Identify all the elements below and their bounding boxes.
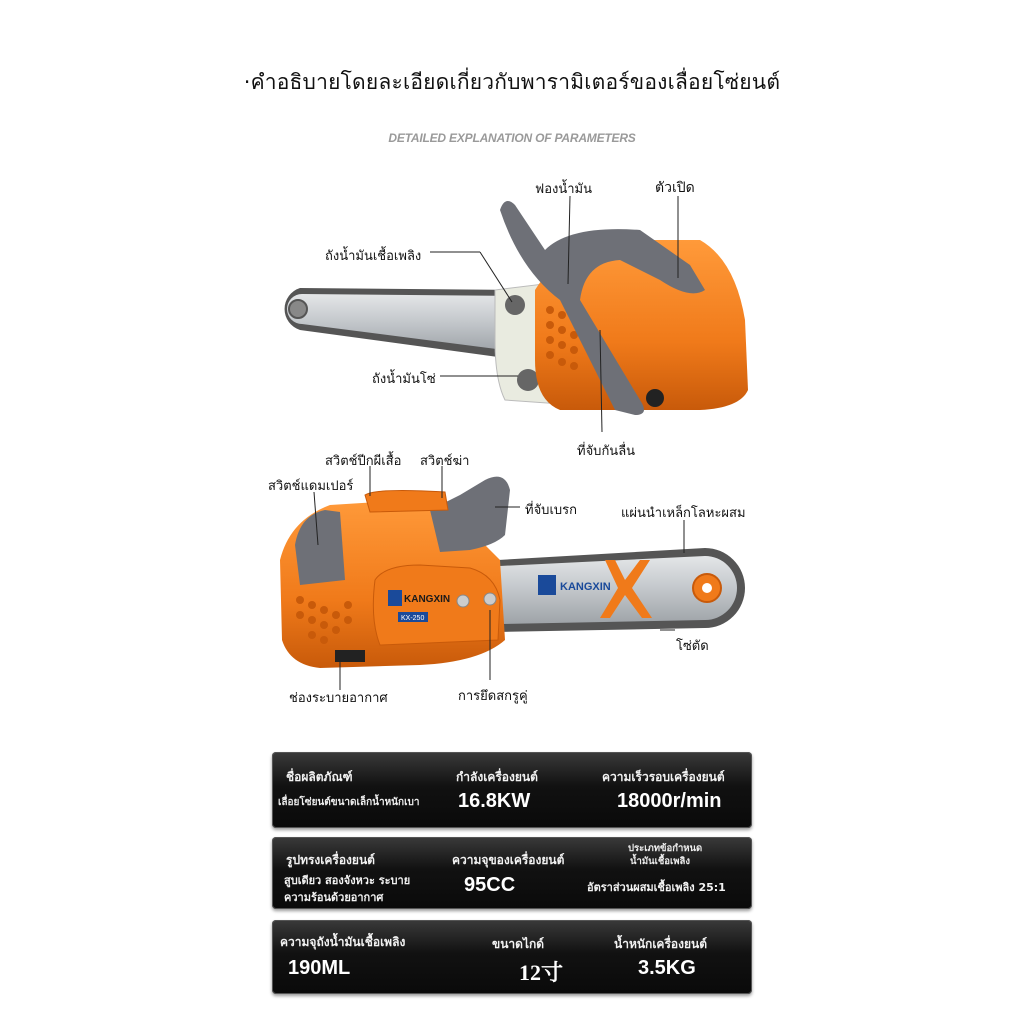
spec-panel-1 <box>272 752 752 828</box>
engine-weight-label: น้ำหนักเครื่องยนต์ <box>614 937 707 951</box>
callout-fuel-tank: ถังน้ำมันเชื้อเพลิง <box>325 249 422 264</box>
product-name-label: ชื่อผลิตภัณฑ์ <box>286 770 353 784</box>
product-name-value: เลื่อยโซ่ยนต์ขนาดเล็กน้ำหนักเบา <box>278 797 420 808</box>
callout-air-vent: ช่องระบายอากาศ <box>289 691 388 706</box>
bar-brand-badge <box>538 575 556 595</box>
top-handle-end <box>646 389 664 407</box>
callout-alloy-plate: แผ่นนำเหล็กโลหะผสม <box>621 506 746 521</box>
callout-anti-slip-handle: ที่จับกันลื่น <box>577 444 636 459</box>
fuel-type-value: อัตราส่วนผสมเชื้อเพลิง 25:1 <box>587 881 726 894</box>
callout-screw-fastening: การยึดสกรูคู่ <box>458 689 528 704</box>
callout-choke-switch: สวิตช์ปีกผีเสื้อ <box>325 454 402 469</box>
displacement-value: 95CC <box>464 874 516 896</box>
engine-type-value-2: ความร้อนด้วยอากาศ <box>284 891 384 904</box>
top-chainsaw <box>285 196 748 432</box>
spec-panel-3 <box>272 920 752 994</box>
engine-power-value: 16.8KW <box>458 790 531 812</box>
engine-power-label: กำลังเครื่องยนต์ <box>456 770 538 784</box>
engine-speed-label: ความเร็วรอบเครื่องยนต์ <box>602 770 725 784</box>
page-subtitle: DETAILED EXPLANATION OF PARAMETERS <box>388 131 636 145</box>
callout-kill-switch: สวิตช์ฆ่า <box>420 454 470 469</box>
callout-damper-switch: สวิตช์แดมเปอร์ <box>268 479 354 494</box>
bottom-chainsaw <box>280 466 745 690</box>
spec-panel-2 <box>272 837 752 909</box>
callout-brake-handle: ที่จับเบรก <box>525 503 577 518</box>
page-title: ·คำอธิบายโดยละเอียดเกี่ยวกับพารามิเตอร์ของเลื่อยโซ่ยนต์ <box>243 70 781 94</box>
displacement-label: ความจุของเครื่องยนต์ <box>452 853 565 867</box>
top-fuel-cap <box>505 295 525 315</box>
bar-brand-text: KANGXIN <box>560 581 611 593</box>
tank-capacity-label: ความจุถังน้ำมันเชื้อเพลิง <box>280 935 406 949</box>
bottom-grey-cover <box>295 510 345 585</box>
screw-1 <box>457 595 469 607</box>
engine-weight-value: 3.5KG <box>638 957 696 979</box>
callout-chain-oil-tank: ถังน้ำมันโซ่ <box>372 372 436 387</box>
body-model-text: KX-250 <box>401 615 425 622</box>
top-bar-sprocket <box>289 300 307 318</box>
body-brand-badge <box>388 590 402 606</box>
bottom-rear-handle <box>365 491 448 512</box>
fuel-type-label-1: ประเภทข้อกำหนด <box>628 843 703 854</box>
tank-capacity-value: 190ML <box>288 957 351 979</box>
engine-type-label: รูปทรงเครื่องยนต์ <box>286 853 375 867</box>
engine-speed-value: 18000r/min <box>617 790 722 812</box>
fuel-type-label-2: น้ำมันเชื้อเพลิง <box>630 856 690 867</box>
guide-size-value: 12寸 <box>519 960 564 985</box>
body-brand-text: KANGXIN <box>404 594 451 605</box>
callout-opener: ตัวเปิด <box>655 180 695 196</box>
screw-2 <box>484 593 496 605</box>
callout-cutting-chain: โซ่ตัด <box>676 639 709 654</box>
callout-sponge: ฟองน้ำมัน <box>535 182 593 197</box>
guide-size-label: ขนาดไกด์ <box>492 937 545 951</box>
engine-type-value-1: สูบเดียว สองจังหวะ ระบาย <box>284 874 411 887</box>
